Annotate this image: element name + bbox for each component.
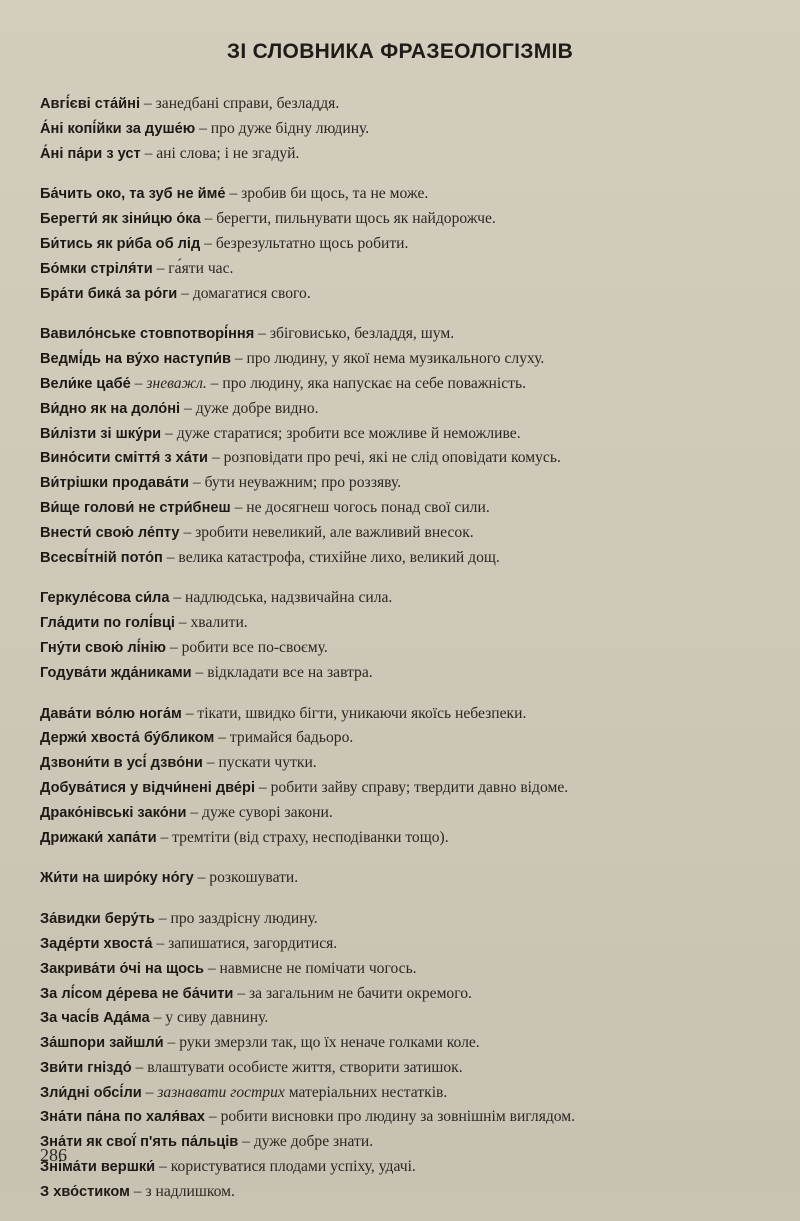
idiom-definition: – про заздрісну людину. <box>154 910 318 928</box>
idiom-definition: – безрезультатно щось робити. <box>200 234 409 252</box>
idiom-term: З хво́стиком <box>40 1183 130 1200</box>
idiom-definition: – робити зайву справу; твердити давно відоме. <box>255 778 569 796</box>
idiom-term: Жи́ти на широ́ку но́гу <box>40 870 194 887</box>
idiom-definition: – робити все по-своєму. <box>166 638 328 656</box>
dictionary-entry <box>40 372 760 397</box>
dictionary-entry <box>40 232 760 257</box>
idiom-term: За лі́сом де́рева не ба́чити <box>40 985 234 1002</box>
idiom-term: Дрижаки́ хапа́ти <box>40 829 157 846</box>
idiom-term: Бра́ти бика́ за ро́ги <box>40 285 178 302</box>
dictionary-entry <box>40 636 760 661</box>
idiom-term: Бо́мки стріля́ти <box>40 260 153 277</box>
dictionary-entry <box>40 471 760 496</box>
idiom-definition: – розповідати про речі, які не слід оповідати комусь. <box>208 449 561 467</box>
idiom-definition: – запишатися, загордитися. <box>152 934 338 952</box>
dictionary-entry <box>40 726 760 751</box>
phraseology-dictionary <box>40 92 760 1221</box>
idiom-definition: – га́яти час. <box>152 259 234 277</box>
idiom-term: Драко́нівські зако́ни <box>40 804 187 821</box>
idiom-term: Би́тись як ри́ба об лід <box>40 235 201 252</box>
letter-group <box>40 586 760 685</box>
idiom-definition: – домагатися свого. <box>177 284 311 302</box>
idiom-term: Зли́дні обсі́ли <box>40 1084 142 1101</box>
idiom-definition: – дуже добре видно. <box>180 399 319 417</box>
idiom-term: Внести́ свою́ ле́пту <box>40 524 180 541</box>
letter-group <box>40 702 760 851</box>
idiom-definition: – дуже суворі закони. <box>186 803 333 821</box>
dictionary-entry <box>40 1056 760 1081</box>
idiom-term: Гла́дити по голі́вці <box>40 615 175 632</box>
idiom-definition: – про людину, яка напускає на себе поважність. <box>206 374 526 392</box>
idiom-term: Ви́дно як на доло́ні <box>40 400 181 417</box>
dictionary-entry <box>40 702 760 727</box>
idiom-term: За часі́в Ада́ма <box>40 1010 150 1027</box>
idiom-definition: – у сиву давнину. <box>149 1009 269 1027</box>
idiom-definition: – велика катастрофа, стихійне лихо, великий дощ. <box>162 548 500 566</box>
idiom-definition: – відкладати все на завтра. <box>191 663 373 681</box>
idiom-definition: – тікати, швидко бігти, уникаючи якоїсь небезпеки. <box>181 704 527 722</box>
idiom-term: А́ні па́ри з уст <box>40 145 141 162</box>
idiom-definition: – зробити невеликий, але важливий внесок. <box>179 523 474 541</box>
idiom-definition: – ані слова; і не згадуй. <box>140 144 300 162</box>
idiom-term: Дзвони́ти в усі́ дзво́ни <box>40 755 203 772</box>
dictionary-entry <box>40 182 760 207</box>
idiom-term: Ба́чить око, та зуб не йме́ <box>40 186 226 203</box>
page-number: 286 <box>40 1145 67 1165</box>
letter-group <box>40 907 760 1205</box>
idiom-term: Зна́ти як свої́ п'ять па́льців <box>40 1134 239 1151</box>
dictionary-entry <box>40 546 760 571</box>
idiom-term: Ведмі́дь на ву́хо наступи́в <box>40 351 231 368</box>
dictionary-entry <box>40 801 760 826</box>
idiom-definition: – тремтіти (від страху, несподіванки тощо). <box>156 828 449 846</box>
dictionary-entry <box>40 932 760 957</box>
dictionary-entry <box>40 957 760 982</box>
idiom-definition: – дуже старатися; зробити все можливе й неможливе. <box>161 424 521 442</box>
dictionary-entry <box>40 282 760 307</box>
idiom-term: Заде́рти хвоста́ <box>40 935 153 952</box>
usage-note: – зазнавати гострих <box>141 1083 285 1101</box>
idiom-definition: – дуже добре знати. <box>238 1133 374 1151</box>
dictionary-entry <box>40 1180 760 1205</box>
idiom-term: Ви́ще голови́ не стри́бнеш <box>40 499 231 516</box>
dictionary-entry <box>40 422 760 447</box>
idiom-term: Берегти́ як зіни́цю о́ка <box>40 211 201 228</box>
dictionary-entry <box>40 257 760 282</box>
dictionary-entry <box>40 751 760 776</box>
idiom-definition: – надлюдська, надзвичайна сила. <box>169 589 393 607</box>
idiom-definition: – хвалити. <box>174 614 248 632</box>
dictionary-entry <box>40 907 760 932</box>
letter-group <box>40 322 760 570</box>
dictionary-entry <box>40 1031 760 1056</box>
idiom-term: Закрива́ти о́чі на щось <box>40 960 204 977</box>
dictionary-entry <box>40 496 760 521</box>
idiom-term: За́видки беру́ть <box>40 911 155 928</box>
letter-group <box>40 92 760 166</box>
page-title: ЗІ СЛОВНИКА ФРАЗЕОЛОГІЗМІВ <box>226 40 574 63</box>
dictionary-entry <box>40 446 760 471</box>
dictionary-entry <box>40 586 760 611</box>
dictionary-entry <box>40 521 760 546</box>
idiom-definition: – про людину, у якої нема музикального слуху. <box>230 350 545 368</box>
idiom-definition: – робити висновки про людину за зовнішнім виглядом. <box>204 1108 576 1126</box>
idiom-definition: – користуватися плодами успіху, удачі. <box>155 1158 416 1176</box>
idiom-term: Ви́лізти зі шку́ри <box>40 425 162 442</box>
dictionary-entry <box>40 1006 760 1031</box>
idiom-definition: – з надлишком. <box>129 1182 235 1200</box>
idiom-definition: – руки змерзли так, що їх неначе голками коле. <box>163 1034 480 1052</box>
dictionary-entry <box>40 207 760 232</box>
idiom-term: Авгі́єві ста́йні <box>40 96 141 112</box>
idiom-term: Вавило́нське стовпотворі́ння <box>40 326 255 343</box>
dictionary-entry <box>40 826 760 851</box>
dictionary-entry <box>40 347 760 372</box>
idiom-definition: – зробив би щось, та не може. <box>225 185 429 203</box>
dictionary-entry <box>40 1155 760 1180</box>
usage-note: – зневажл. <box>130 374 207 392</box>
idiom-term: Добува́тися у відчи́нені две́рі <box>40 779 256 796</box>
dictionary-entry <box>40 1081 760 1106</box>
idiom-definition: – тримайся бадьоро. <box>214 729 354 747</box>
dictionary-entry <box>40 611 760 636</box>
idiom-definition: матеріальних нестатків. <box>284 1083 448 1101</box>
dictionary-entry <box>40 322 760 347</box>
idiom-term: Гну́ти свою́ лі́нію <box>40 639 166 656</box>
idiom-definition: – навмисне не помічати чогось. <box>203 959 417 977</box>
dictionary-entry <box>40 661 760 686</box>
idiom-definition: – берегти, пильнувати щось як найдорожче. <box>200 210 496 228</box>
idiom-definition: – занедбані справи, безладдя. <box>140 95 340 112</box>
idiom-term: Геркуле́сова си́ла <box>40 590 170 607</box>
dictionary-entry <box>40 776 760 801</box>
idiom-definition: – влаштувати особисте життя, створити затишок. <box>131 1058 463 1076</box>
idiom-definition: – розкошувати. <box>193 869 299 887</box>
idiom-definition: – пускати чутки. <box>202 754 317 772</box>
dictionary-entry <box>40 117 760 142</box>
dictionary-entry <box>40 142 760 167</box>
dictionary-entry <box>40 1105 760 1130</box>
idiom-term: Держи́ хвоста́ бу́бликом <box>40 730 215 747</box>
dictionary-entry <box>40 1130 760 1155</box>
dictionary-entry <box>40 866 760 891</box>
dictionary-entry <box>40 92 760 117</box>
dictionary-entry <box>40 397 760 422</box>
letter-group <box>40 866 760 891</box>
idiom-term: Вино́сити сміття́ з ха́ти <box>40 450 208 467</box>
idiom-term: Ви́трішки продава́ти <box>40 475 189 492</box>
idiom-term: Зви́ти гніздо́ <box>40 1059 132 1076</box>
idiom-definition: – бути неуважним; про роззяву. <box>188 474 402 492</box>
idiom-term: А́ні копі́йки за душе́ю <box>40 120 196 137</box>
idiom-term: Зніма́ти вершки́ <box>40 1159 156 1176</box>
idiom-term: Годува́ти жда́никами <box>40 664 192 681</box>
dictionary-entry <box>40 982 760 1007</box>
idiom-definition: – збіговисько, безладдя, шум. <box>254 325 455 343</box>
idiom-definition: – не досягнеш чогось понад свої сили. <box>230 498 490 516</box>
idiom-definition: – про дуже бідну людину. <box>195 119 370 137</box>
idiom-term: Всесві́тній пото́п <box>40 549 163 566</box>
idiom-term: Вели́ке цабе́ <box>40 375 131 392</box>
idiom-term: Зна́ти па́на по халя́вах <box>40 1109 205 1126</box>
idiom-term: За́шпори зайшли́ <box>40 1035 164 1052</box>
letter-group <box>40 182 760 306</box>
idiom-term: Дава́ти во́лю нога́м <box>40 705 182 722</box>
idiom-definition: – за загальним не бачити окремого. <box>233 984 472 1002</box>
